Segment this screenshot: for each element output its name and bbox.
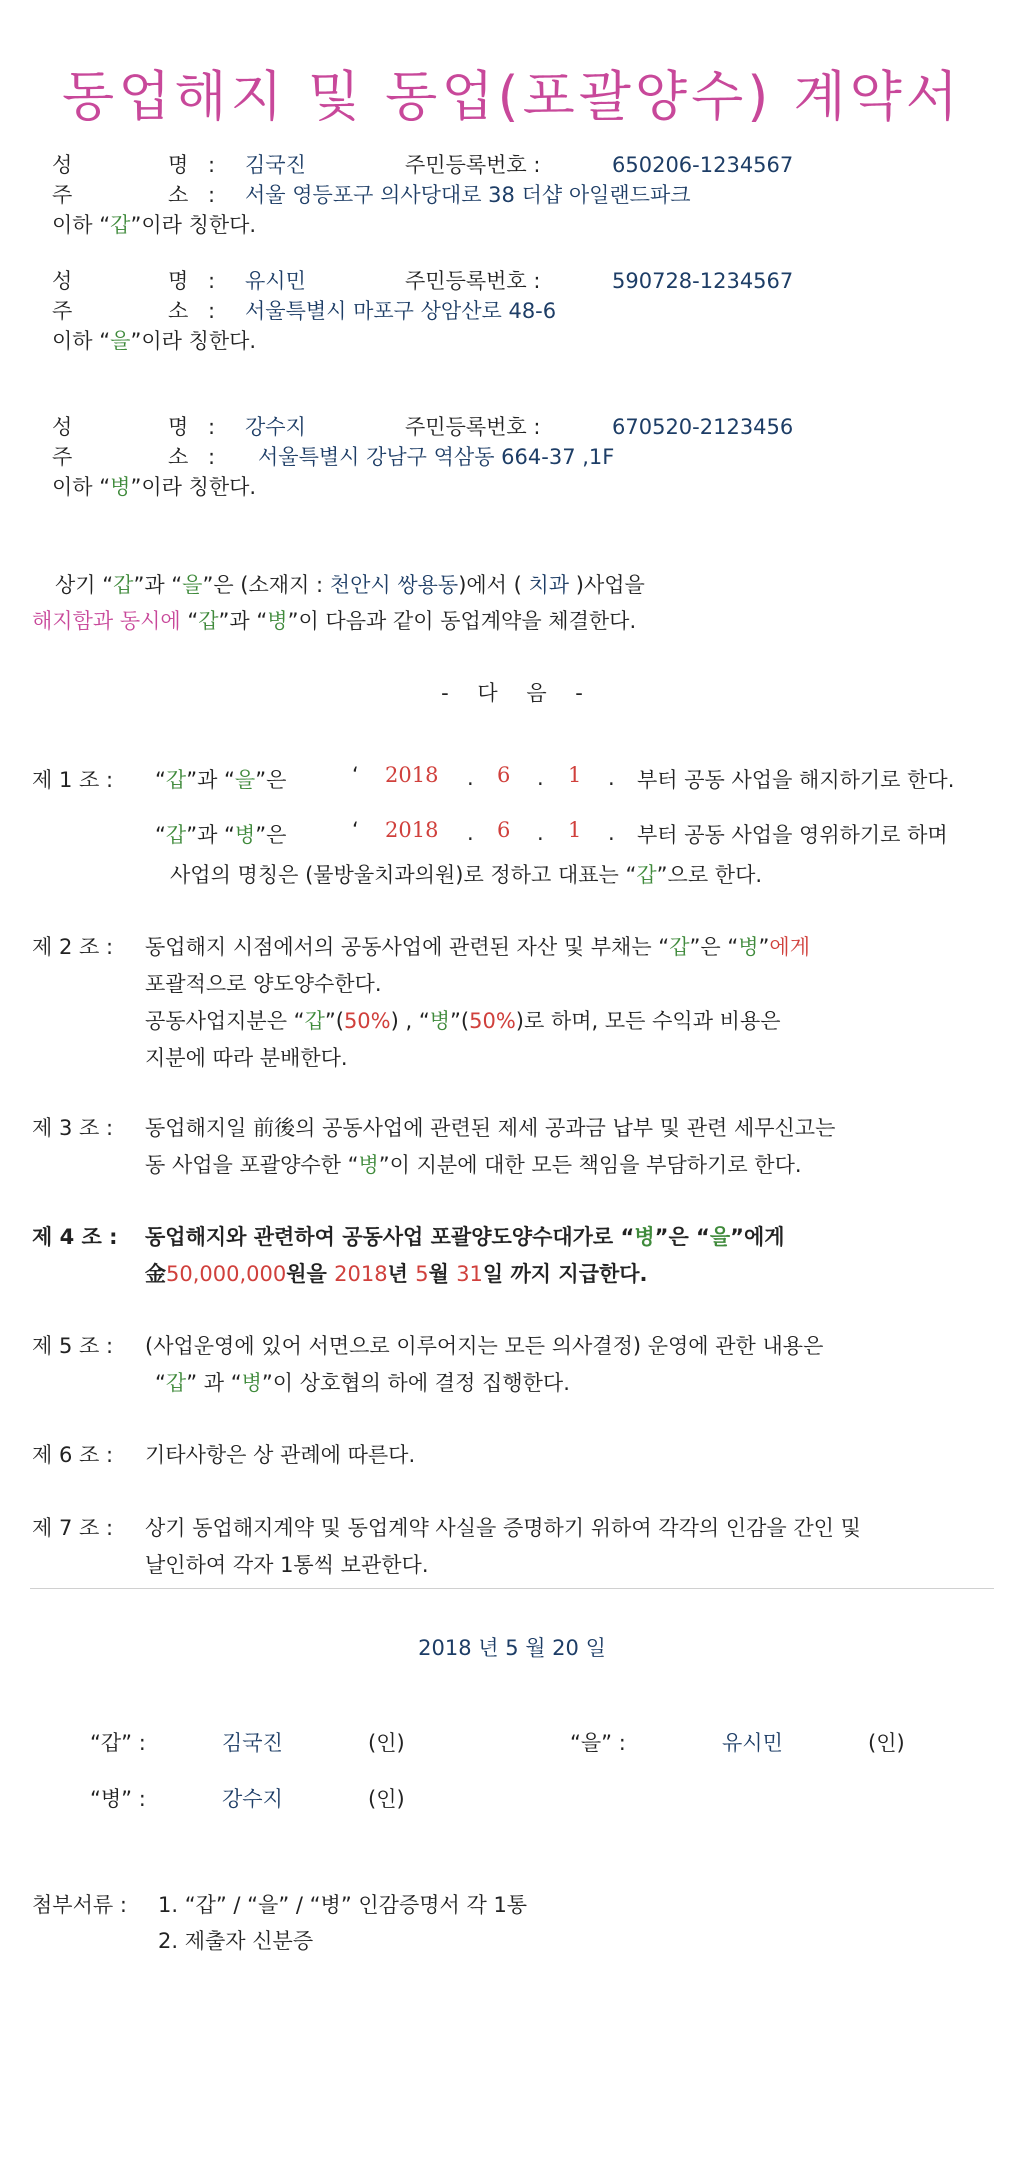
party-byeong: 병 [429, 1009, 451, 1033]
text: 상기 “ [55, 573, 114, 597]
name-label: 성 [52, 269, 73, 293]
article-2-line-3 [145, 1006, 781, 1036]
highlight-text: 에게 [769, 935, 810, 959]
text: ”( [450, 1009, 470, 1033]
intro-line-1 [55, 570, 645, 600]
party-3-address-row [0, 442, 1024, 472]
date-1 [385, 760, 438, 790]
payment-year: 2018 [334, 1262, 388, 1286]
article-3-line-1: 동업해지일 前後의 공동사업에 관련된 제세 공과금 납부 및 관련 세무신고는 [145, 1116, 836, 1140]
signature-gap-seal: (인) [368, 1731, 405, 1755]
article-1-date-1 [352, 760, 359, 790]
text: ”은 “ [654, 1225, 710, 1249]
document-title: 동업해지 및 동업(포괄양수) 계약서 [62, 65, 962, 129]
date-month: 6 [497, 818, 511, 842]
signature-eul-label: “을” : [570, 1731, 626, 1755]
section-divider [30, 1588, 994, 1589]
text: “ [155, 768, 166, 792]
party-1-alias: 갑 [110, 213, 131, 237]
colon: : [208, 445, 216, 469]
article-7-line-2: 날인하여 각자 1통씩 보관한다. [145, 1553, 429, 1577]
alias-post: ”이라 칭한다. [130, 213, 257, 237]
party-gap: 갑 [113, 573, 134, 597]
signature-byeong-seal: (인) [368, 1787, 405, 1811]
party-gap: 갑 [165, 1371, 187, 1395]
da-eum-heading: - 다 음 - [441, 681, 583, 705]
party-1-address: 서울 영등포구 의사당대로 38 더샵 아일랜드파크 [245, 183, 691, 207]
party-2-address-row [0, 296, 1024, 326]
party-2-name: 유시민 [245, 269, 306, 293]
signature-eul-name: 유시민 [722, 1731, 783, 1755]
text: ”( [324, 1009, 344, 1033]
article-2-line-4: 지분에 따라 분배한다. [145, 1046, 348, 1070]
text: )에서 ( [458, 573, 529, 597]
alias-post: ”이라 칭한다. [130, 475, 257, 499]
colon: : [208, 269, 216, 293]
rrn-label: 주민등록번호 : [405, 415, 541, 439]
party-eul: 을 [182, 573, 203, 597]
text: 월 [428, 1262, 457, 1286]
dot: . [537, 766, 544, 790]
article-5-line-1: (사업운영에 있어 서면으로 이루어지는 모든 의사결정) 운영에 관한 내용은 [145, 1334, 824, 1358]
addr-label-2: 소 [168, 445, 189, 469]
quote-mark: ‘ [352, 818, 359, 842]
party-1-name-row [0, 150, 1024, 180]
addr-label-2: 소 [168, 299, 189, 323]
party-eul: 을 [234, 768, 256, 792]
party-2-alias-row [52, 326, 256, 356]
article-5-label: 제 5 조 : [32, 1334, 114, 1358]
party-gap: 갑 [198, 609, 219, 633]
rrn-label: 주민등록번호 : [405, 153, 541, 177]
text: “ [155, 823, 166, 847]
colon: : [208, 183, 216, 207]
party-1-address-row [0, 180, 1024, 210]
party-3-alias: 병 [110, 475, 131, 499]
text: ”과 “ [133, 573, 183, 597]
text: 원을 [286, 1262, 335, 1286]
party-2-name-row [0, 266, 1024, 296]
text: ” 과 “ [186, 1371, 242, 1395]
text: 사업의 명칭은 (물방울치과의원)로 정하고 대표는 “ [170, 863, 637, 887]
article-6-label: 제 6 조 : [32, 1443, 114, 1467]
dot: . [608, 766, 615, 790]
signing-date: 2018 년 5 월 20 일 [418, 1636, 606, 1660]
text: 金 [145, 1262, 166, 1286]
attachments-label: 첨부서류 : [32, 1893, 127, 1917]
party-2-rrn: 590728-1234567 [612, 269, 794, 293]
text: ”과 “ [186, 768, 235, 792]
text: ”이 상호협의 하에 결정 집행한다. [261, 1371, 570, 1395]
share-percent-gap: 50% [343, 1009, 391, 1033]
party-byeong: 병 [738, 935, 759, 959]
payment-month: 5 [415, 1262, 429, 1286]
addr-label: 주 [52, 299, 73, 323]
party-byeong: 병 [241, 1371, 262, 1395]
article-1-line-2 [155, 820, 286, 850]
name-label: 성 [52, 153, 73, 177]
text: ”이 지분에 대한 모든 책임을 부담하기로 한다. [378, 1153, 802, 1177]
article-4-label: 제 4 조 : [32, 1225, 118, 1249]
name-label-2: 명 [168, 153, 189, 177]
attachment-item: 2. 제출자 신분증 [158, 1929, 314, 1953]
dot: . [537, 821, 544, 845]
article-3-label: 제 3 조 : [32, 1116, 114, 1140]
article-6-line-1: 기타사항은 상 관례에 따른다. [145, 1443, 416, 1467]
text: 동업해지 시점에서의 공동사업에 관련된 자산 및 부채는 “ [145, 935, 670, 959]
text: 동업해지와 관련하여 공동사업 포괄양도양수대가로 “ [145, 1225, 635, 1249]
name-label-2: 명 [168, 415, 189, 439]
intro-line-2 [32, 606, 636, 636]
party-3-address: 서울특별시 강남구 역삼동 664-37 ,1F [258, 445, 615, 469]
party-1-rrn: 650206-1234567 [612, 153, 794, 177]
alias-pre: 이하 “ [52, 213, 111, 237]
party-3-name: 강수지 [245, 415, 306, 439]
attachment-item: 1. “갑” / “을” / “병” 인감증명서 각 1통 [158, 1893, 528, 1917]
text: 공동사업지분은 “ [145, 1009, 305, 1033]
text: ”이 다음과 같이 동업계약을 체결한다. [287, 609, 637, 633]
alias-post: ”이라 칭한다. [130, 329, 257, 353]
text: ”은 (소재지 : [202, 573, 330, 597]
addr-label-2: 소 [168, 183, 189, 207]
dot: . [608, 821, 615, 845]
quote-mark: ‘ [352, 763, 359, 787]
text: 년 [387, 1262, 416, 1286]
article-1-line-2-end: 부터 공동 사업을 영위하기로 하며 [637, 823, 948, 847]
text: )사업을 [569, 573, 645, 597]
article-1-line-1 [155, 765, 286, 795]
party-byeong: 병 [358, 1153, 379, 1177]
name-label-2: 명 [168, 269, 189, 293]
signature-eul-seal: (인) [868, 1731, 905, 1755]
addr-label: 주 [52, 445, 73, 469]
date-year: 2018 [385, 818, 439, 842]
article-5-line-2 [155, 1368, 570, 1398]
article-2-line-1 [145, 932, 810, 962]
party-3-rrn: 670520-2123456 [612, 415, 794, 439]
party-3-alias-row [52, 472, 256, 502]
article-1-line-1-end: 부터 공동 사업을 해지하기로 한다. [637, 768, 955, 792]
article-4-line-1 [145, 1222, 785, 1252]
party-2-address: 서울특별시 마포구 상암산로 48-6 [245, 299, 557, 323]
payment-amount: 50,000,000 [166, 1262, 287, 1286]
text: ”과 “ [186, 823, 235, 847]
alias-pre: 이하 “ [52, 329, 111, 353]
colon: : [208, 415, 216, 439]
party-gap: 갑 [669, 935, 690, 959]
party-1-alias-row [52, 210, 256, 240]
party-2-alias: 을 [110, 329, 131, 353]
dot: . [467, 821, 474, 845]
article-2-line-2: 포괄적으로 양도양수한다. [145, 972, 382, 996]
signature-byeong-label: “병” : [90, 1787, 146, 1811]
addr-label: 주 [52, 183, 73, 207]
article-4-line-2 [145, 1259, 648, 1289]
party-eul: 을 [709, 1225, 731, 1249]
payment-day: 31 [456, 1262, 483, 1286]
text: )로 하며, 모든 수익과 비용은 [515, 1009, 781, 1033]
text: ”에게 [730, 1225, 785, 1249]
colon: : [208, 153, 216, 177]
rrn-label: 주민등록번호 : [405, 269, 541, 293]
share-percent-byeong: 50% [469, 1009, 516, 1033]
text: ”은 [255, 768, 287, 792]
article-7-label: 제 7 조 : [32, 1516, 114, 1540]
party-1-name: 김국진 [245, 153, 306, 177]
text: ” [758, 935, 770, 959]
party-gap: 갑 [304, 1009, 325, 1033]
business-type: 치과 [528, 573, 570, 597]
text: ”으로 한다. [656, 863, 763, 887]
alias-pre: 이하 “ [52, 475, 111, 499]
text: ) , “ [390, 1009, 430, 1033]
text: ”과 “ [218, 609, 268, 633]
text: ”은 “ [689, 935, 739, 959]
colon: : [208, 299, 216, 323]
article-3-line-2 [145, 1150, 802, 1180]
party-byeong: 병 [234, 823, 256, 847]
name-label: 성 [52, 415, 73, 439]
text: ”은 [255, 823, 287, 847]
text: 동 사업을 포괄양수한 “ [145, 1153, 359, 1177]
party-gap: 갑 [165, 768, 187, 792]
text: “ [155, 1371, 166, 1395]
article-1-label: 제 1 조 : [32, 768, 114, 792]
article-1-line-3 [170, 860, 762, 890]
signature-byeong-name: 강수지 [222, 1787, 283, 1811]
party-byeong: 병 [267, 609, 288, 633]
party-3-name-row [0, 412, 1024, 442]
business-location: 천안시 쌍용동 [329, 573, 459, 597]
highlight-text: 해지함과 동시에 [32, 609, 181, 633]
signature-gap-label: “갑” : [90, 1731, 146, 1755]
article-2-label: 제 2 조 : [32, 935, 114, 959]
dot: . [467, 766, 474, 790]
date-day: 1 [568, 818, 582, 842]
date-year: 2018 [385, 763, 439, 787]
signature-gap-name: 김국진 [222, 1731, 283, 1755]
text: “ [180, 609, 199, 633]
text: 일 까지 지급한다. [482, 1262, 648, 1286]
party-byeong: 병 [634, 1225, 655, 1249]
article-7-line-1: 상기 동업해지계약 및 동업계약 사실을 증명하기 위하여 각각의 인감을 간인 및 [145, 1516, 861, 1540]
party-gap: 갑 [165, 823, 187, 847]
party-gap: 갑 [636, 863, 657, 887]
date-day: 1 [568, 763, 582, 787]
date-month: 6 [497, 763, 511, 787]
